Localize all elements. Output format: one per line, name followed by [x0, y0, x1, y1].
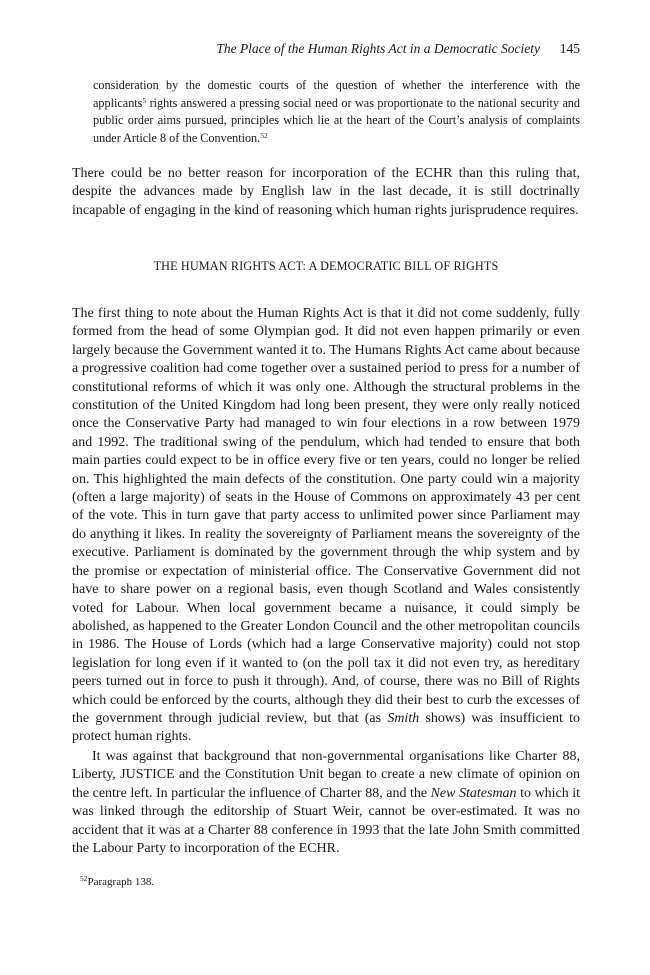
body-paragraph-1: There could be no better reason for incorporation of the ECHR than this ruling that, despite the advances made by English law in the last decade, it is still doctrinally incapable of engaging in the kind of reasoning which human rights jurisprudence requires.	[72, 166, 580, 218]
running-title: The Place of the Human Rights Act in a Democratic Society	[216, 41, 540, 56]
footnote-text: Paragraph 138.	[87, 876, 155, 888]
paragraph-text-cont: shows) was insufficient to protect human rights.	[72, 710, 580, 745]
body-paragraph-2	[72, 305, 580, 747]
running-header	[72, 41, 580, 61]
case-name-italic: Smith	[387, 710, 420, 726]
quote-text: consideration by the domestic courts of the question of whether the interference with the applicants	[93, 78, 580, 110]
body-paragraph-3	[72, 748, 580, 858]
page-number: 145	[559, 41, 580, 56]
footnote	[80, 876, 154, 888]
footnote-marker: 52	[80, 874, 88, 883]
footnote-ref-52: 52	[260, 130, 268, 140]
footnote-ref-5: 5	[142, 95, 147, 105]
paragraph-text: The first thing to note about the Human Rights Act is that it did not come suddenly, fully formed from the head of some Olympian god. It did not even happen primarily or even largely because the Government wanted it to. The Humans Rights Act came about because a progressive coalition had come together over a sustained period to press for a number of constitutional reforms of which it was only one. Although the structural problems in the constitution of the United Kingdom had long been present, they were only really noticed once the Conservative Party had managed to win four elections in a row between 1979 and 1992. The traditional swing of the pendulum, which had tended to ensure that both main parties could expect to be in office every five or ten years, could no longer be relied on. This highlighted the main defects of the constitution. One party could win a majority (often a large majority) of seats in the House of Commons on approximately 43 per cent of the vote. This in turn gave that party access to unlimited power since Parliament may do anything it likes. In reality the sovereignty of Parliament means the sovereignty of the executive. Parliament is dominated by the government through the whip system and by the promise or expectation of ministerial office. The Conservative Government did not have to share power on a regional basis, even though Scotland and Wales consistently voted for Labour. When local government became a nuisance, it could simply be abolished, as happened to the Greater London Council and the other metropolitan councils in 1986. The House of Lords (which had a large Conservative majority) could not stop legislation for long even if it wanted to (on the poll tax it did not even try, as hereditary peers turned out in force to push it through). And, of course, there was no Bill of Rights which could be enforced by the courts, although they did their best to curb the excesses of the government through judicial review, but that (as	[72, 306, 580, 726]
publication-name-italic: New Statesman	[430, 785, 517, 801]
section-heading: THE HUMAN RIGHTS ACT: A DEMOCRATIC BILL OF RIGHTS	[153, 259, 499, 273]
paragraph-text-cont: to which it was linked through the editorship of Stuart Weir, cannot be over-estimated. It was no accident that it was at a Charter 88 conference in 1993 that the late John Smith committed the Labour Party to incorporation of the ECHR.	[72, 785, 580, 857]
block-quote	[93, 77, 580, 147]
quote-text-cont: rights answered a pressing social need or was proportionate to the national security and public order aims pursued, principles which lie at the heart of the Court’s analysis of complaints under Article 8 of the Convention.	[93, 95, 580, 145]
paragraph-text: It was against that background that non-governmental organisations like Charter 88, Liberty, JUSTICE and the Constitution Unit began to create a new climate of opinion on the centre left. In particular the influence of Charter 88, and the	[72, 749, 580, 801]
